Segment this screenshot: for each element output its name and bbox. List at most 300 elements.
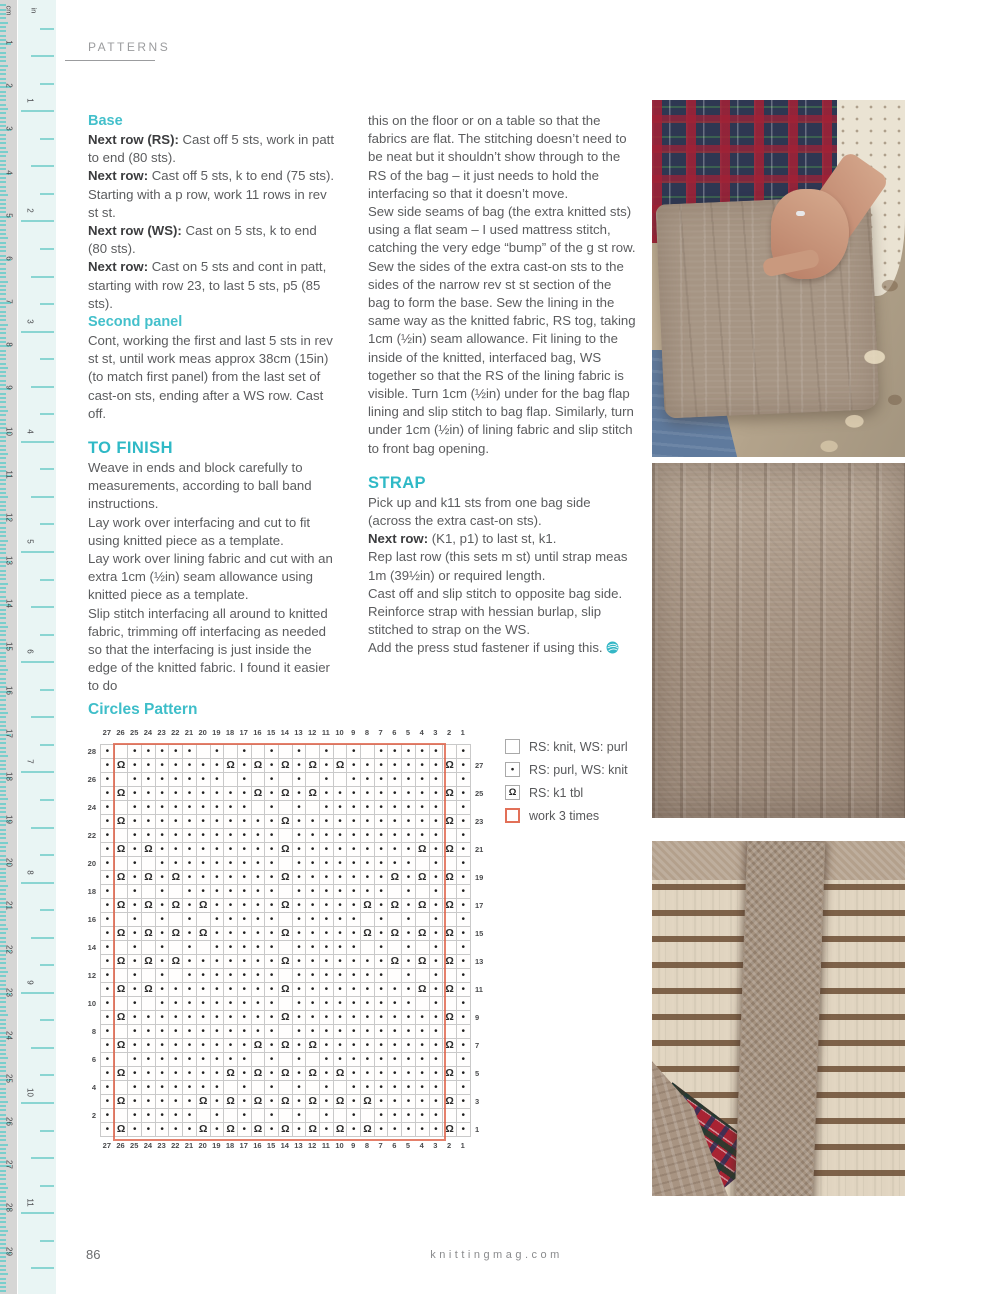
chart-cell: •	[320, 1123, 334, 1137]
chart-cell: •	[142, 1109, 156, 1123]
chart-row-number: 6	[91, 1055, 96, 1064]
chart-cell	[224, 1081, 238, 1095]
chart-cell	[443, 857, 457, 871]
chart-cell: •	[293, 1011, 307, 1025]
chart-cell: Ω	[416, 899, 430, 913]
chart-cell: Ω	[388, 871, 402, 885]
chart-column-number: 27	[102, 728, 112, 737]
ruler-tick	[0, 73, 6, 75]
ruler-tick	[0, 846, 6, 848]
chart-row-number: 12	[87, 971, 96, 980]
chart-cell: •	[293, 829, 307, 843]
ruler-tick	[0, 1044, 6, 1046]
chart-cell: •	[224, 941, 238, 955]
chart-cell: •	[156, 899, 170, 913]
chart-cell: •	[169, 1053, 183, 1067]
chart-cell: •	[128, 1109, 142, 1123]
chart-cell: •	[375, 899, 389, 913]
ruler-tick	[0, 112, 6, 114]
chart-cell: •	[238, 745, 252, 759]
chart-cell: •	[416, 773, 430, 787]
chart-row-number: 28	[87, 747, 96, 756]
chart-cell: •	[375, 871, 389, 885]
chart-row-number: 25	[475, 789, 484, 798]
chart-cell: •	[156, 1039, 170, 1053]
heading-base: Base	[88, 113, 123, 129]
chart-cell: •	[265, 787, 279, 801]
chart-cell: •	[375, 829, 389, 843]
chart-cell: •	[457, 1053, 471, 1067]
chart-cell: •	[183, 1025, 197, 1039]
ruler-tick	[0, 1221, 6, 1223]
ruler-tick	[0, 1144, 8, 1146]
chart-cell: Ω	[279, 787, 293, 801]
chart-cell: Ω	[142, 899, 156, 913]
chart-cell: •	[211, 997, 225, 1011]
chart-cell: •	[211, 1011, 225, 1025]
ruler-tick	[0, 1239, 6, 1241]
ruler-cm-number: 18	[4, 771, 14, 781]
ruler-tick	[0, 229, 6, 231]
instruction-paragraph: Next row (RS): Cast off 5 sts, work in patt to end (80 sts).	[88, 132, 335, 166]
ruler-tick	[0, 1178, 6, 1180]
chart-cell: •	[361, 1053, 375, 1067]
chart-row-number: 17	[475, 901, 484, 910]
ruler-tick	[0, 1023, 6, 1025]
chart-cell: •	[169, 1067, 183, 1081]
chart-cell: •	[169, 1025, 183, 1039]
chart-row-number: 20	[87, 859, 96, 868]
fingers	[762, 248, 820, 277]
legend-label: RS: knit, WS: purl	[529, 739, 628, 754]
ruler-tick	[40, 634, 54, 636]
chart-cell: •	[402, 997, 416, 1011]
chart-cell: •	[388, 1025, 402, 1039]
forearm	[799, 150, 890, 249]
chart-cell	[443, 773, 457, 787]
ruler-tick	[21, 1102, 54, 1104]
ruler-cm-number: 26	[4, 1117, 14, 1127]
ruler-tick	[40, 83, 54, 85]
chart-cell: •	[306, 857, 320, 871]
chart-cell	[169, 969, 183, 983]
ruler-tick	[0, 419, 6, 421]
ruler-cm-number: 3	[4, 126, 14, 132]
chart-cell: Ω	[169, 899, 183, 913]
chart-cell: •	[128, 857, 142, 871]
chart-cell: Ω	[361, 1095, 375, 1109]
chart-cell: •	[375, 759, 389, 773]
knit-symbol-swatch	[505, 739, 520, 754]
chart-cell: Ω	[416, 983, 430, 997]
chart-row-number: 22	[87, 831, 96, 840]
chart-cell: •	[238, 885, 252, 899]
chart-cell: •	[402, 787, 416, 801]
chart-cell: •	[252, 815, 266, 829]
chart-cell: •	[101, 969, 115, 983]
chart-cell: •	[252, 927, 266, 941]
ruler-cm-number: 12	[4, 512, 14, 522]
chart-cell: •	[457, 913, 471, 927]
chart-cell	[197, 1109, 211, 1123]
ruler-cm-number: 5	[4, 213, 14, 218]
chart-cell: •	[252, 983, 266, 997]
chart-column-number: 16	[253, 1141, 262, 1150]
chart-cell: •	[320, 899, 334, 913]
chart-cell: •	[334, 1011, 348, 1025]
chart-cell: •	[416, 1011, 430, 1025]
ruler-tick	[21, 882, 54, 884]
chart-cell: •	[416, 1039, 430, 1053]
chart-cell: Ω	[416, 871, 430, 885]
chart-cell	[142, 969, 156, 983]
chart-column-number: 12	[307, 1141, 317, 1150]
chart-cell: •	[128, 759, 142, 773]
chart-cell: •	[320, 815, 334, 829]
chart-cell: •	[361, 759, 375, 773]
chart-row-number: 9	[475, 1013, 480, 1022]
chart-cell: •	[293, 843, 307, 857]
chart-cell: •	[128, 815, 142, 829]
chart-column-number: 10	[335, 1141, 344, 1150]
chart-cell: •	[252, 857, 266, 871]
instruction-paragraph: Add the press stud fastener if using this.	[368, 639, 636, 659]
chart-cell: •	[430, 899, 444, 913]
chart-cell	[115, 997, 129, 1011]
ruler-inch-number: 7	[25, 759, 35, 765]
chart-cell: •	[320, 997, 334, 1011]
ruler-tick	[0, 1101, 8, 1103]
chart-cell: Ω	[115, 1067, 129, 1081]
chart-cell: •	[211, 941, 225, 955]
chart-cell: Ω	[252, 1039, 266, 1053]
chart-cell: •	[169, 1081, 183, 1095]
chart-cell: •	[197, 857, 211, 871]
chart-cell: •	[347, 927, 361, 941]
ruler-tick	[0, 535, 6, 537]
ruler-tick	[0, 578, 6, 580]
ruler-tick	[0, 60, 6, 62]
chart-cell: •	[402, 1067, 416, 1081]
chart-row-number: 26	[87, 775, 96, 784]
chart-column-number: 7	[378, 1141, 383, 1150]
chart-column-number: 25	[130, 1141, 139, 1150]
chart-cell	[306, 1053, 320, 1067]
chart-cell: •	[238, 787, 252, 801]
chart-cell: •	[457, 745, 471, 759]
ruler-tick	[31, 386, 54, 388]
chart-cell: •	[320, 1095, 334, 1109]
chart-cell: •	[265, 955, 279, 969]
chart-cell: •	[197, 955, 211, 969]
chart-cell: •	[416, 745, 430, 759]
chart-cell: •	[375, 927, 389, 941]
chart-cell: •	[375, 913, 389, 927]
chart-cell	[334, 745, 348, 759]
ruler-inch-number: 4	[25, 429, 35, 434]
chart-cell: •	[306, 885, 320, 899]
chart-cell: •	[375, 955, 389, 969]
ruler-cm-number: 1	[4, 40, 14, 45]
ruler-tick	[0, 1062, 6, 1064]
chart-cell: •	[224, 955, 238, 969]
ruler-tick	[0, 1105, 6, 1107]
chart-cell: •	[457, 1039, 471, 1053]
ruler-tick	[0, 967, 6, 969]
chart-cell: •	[197, 1011, 211, 1025]
chart-cell	[252, 773, 266, 787]
chart-cell: •	[238, 997, 252, 1011]
chart-cell: •	[402, 955, 416, 969]
chart-cell: •	[156, 969, 170, 983]
chart-cell: •	[402, 1011, 416, 1025]
chart-cell: Ω	[115, 871, 129, 885]
chart-cell: •	[265, 1039, 279, 1053]
chart-row-number: 7	[475, 1041, 480, 1050]
chart-cell	[279, 1109, 293, 1123]
chart-cell: •	[238, 1123, 252, 1137]
chart-cell: •	[101, 1039, 115, 1053]
chart-cell: •	[238, 1067, 252, 1081]
chart-cell: •	[211, 1109, 225, 1123]
chart-cell: •	[183, 955, 197, 969]
chart-cell: •	[457, 997, 471, 1011]
ruler-tick	[40, 248, 54, 250]
chart-cell: •	[347, 801, 361, 815]
chart-cell: •	[416, 787, 430, 801]
chart-cell: •	[265, 773, 279, 787]
ruler-tick	[0, 483, 6, 485]
chart-cell: •	[128, 871, 142, 885]
legend-label: RS: purl, WS: knit	[529, 762, 628, 777]
chart-cell: •	[211, 899, 225, 913]
ruler-tick	[0, 1191, 6, 1193]
ruler-tick	[31, 716, 54, 718]
instruction-paragraph: Rep last row (this sets m st) until strap meas 1m (39½in) or required length.	[368, 549, 628, 583]
chart-cell: •	[224, 899, 238, 913]
chart-cell: •	[169, 773, 183, 787]
ruler-tick	[0, 678, 6, 680]
chart-cell: •	[388, 1053, 402, 1067]
chart-cell: •	[334, 997, 348, 1011]
chart-cell: Ω	[115, 983, 129, 997]
chart-cell: •	[430, 759, 444, 773]
chart-cell: •	[430, 983, 444, 997]
chart-cell: •	[293, 1095, 307, 1109]
ruler-tick	[40, 468, 54, 470]
chart-cell: Ω	[279, 927, 293, 941]
ruler-tick	[0, 915, 6, 917]
instruction-paragraph: Slip stitch interfacing all around to knitted fabric, trimming off interfacing as needed so that the interfacing is just inside the edge of the knitted fabric. I found it easier to do	[88, 605, 330, 694]
chart-column-number: 2	[446, 1141, 452, 1150]
chart-cell: •	[457, 1081, 471, 1095]
chart-cell: •	[156, 829, 170, 843]
ruler-tick	[0, 363, 6, 365]
chart-cell: •	[416, 829, 430, 843]
chart-cell: Ω	[279, 1067, 293, 1081]
chart-cell: •	[347, 829, 361, 843]
chart-cell: •	[128, 1123, 142, 1137]
chart-cell: •	[320, 1067, 334, 1081]
ruler-tick	[0, 630, 6, 632]
chart-cell: •	[183, 927, 197, 941]
chart-cell: •	[156, 773, 170, 787]
ruler-tick	[21, 441, 54, 443]
ruler-tick	[0, 1226, 6, 1228]
chart-title: Circles Pattern	[88, 701, 198, 718]
ruler-tick	[0, 397, 6, 399]
ruler-tick	[0, 155, 6, 157]
chart-cell: •	[197, 1025, 211, 1039]
chart-cell: •	[430, 1123, 444, 1137]
ruler-tick	[0, 1286, 6, 1288]
chart-cell: •	[156, 1011, 170, 1025]
ruler-inch-number: 9	[25, 980, 35, 985]
chart-cell: •	[361, 871, 375, 885]
chart-cell: •	[416, 1053, 430, 1067]
chart-cell: •	[347, 773, 361, 787]
ruler-tick	[40, 1019, 54, 1021]
ruler-inch-strip	[17, 0, 56, 1294]
ruler-tick	[0, 311, 6, 313]
chart-cell: Ω	[388, 899, 402, 913]
ruler-cm-label: cm	[4, 5, 14, 16]
ruler-tick	[0, 147, 6, 149]
chart-cell: •	[183, 801, 197, 815]
chart-cell: •	[375, 1053, 389, 1067]
chart-cell: •	[347, 899, 361, 913]
ruler-tick	[0, 1273, 8, 1275]
ruler-tick	[0, 1230, 8, 1232]
chart-cell: •	[224, 997, 238, 1011]
chart-cell: •	[361, 955, 375, 969]
chart-cell: •	[101, 1095, 115, 1109]
chart-cell	[443, 885, 457, 899]
chart-cell: •	[334, 899, 348, 913]
chart-cell: •	[128, 787, 142, 801]
chart-cell	[361, 913, 375, 927]
chart-cell: •	[156, 1053, 170, 1067]
chart-cell: •	[375, 941, 389, 955]
chart-cell: •	[347, 787, 361, 801]
chart-cell: •	[293, 1053, 307, 1067]
chart-cell: •	[128, 899, 142, 913]
ruler-tick	[0, 842, 8, 844]
ruler-cm-number: 7	[4, 299, 14, 304]
ruler-cm-number: 23	[4, 987, 14, 997]
ruler-tick	[0, 414, 6, 416]
chart-cell: •	[238, 759, 252, 773]
chart-cell: •	[211, 1025, 225, 1039]
ruler-tick	[0, 531, 6, 533]
chart-cell: •	[347, 1123, 361, 1137]
chart-cell: •	[293, 969, 307, 983]
chart-cell: •	[320, 983, 334, 997]
chart-cell: Ω	[443, 1039, 457, 1053]
ruler-tick	[0, 829, 6, 831]
chart-cell: •	[347, 997, 361, 1011]
chart-cell: •	[402, 815, 416, 829]
ruler-tick	[0, 1290, 6, 1292]
chart-cell: •	[142, 745, 156, 759]
chart-cell: •	[334, 843, 348, 857]
ruler-tick	[0, 803, 6, 805]
chart-cell: •	[128, 801, 142, 815]
chart-cell	[388, 941, 402, 955]
chart-cell	[279, 913, 293, 927]
chart-cell: •	[388, 801, 402, 815]
ruler-tick	[0, 457, 6, 459]
chart-column-number: 9	[351, 728, 356, 737]
chart-cell: •	[334, 885, 348, 899]
chart-cell	[252, 745, 266, 759]
chart-cell	[115, 1081, 129, 1095]
chart-cell	[142, 885, 156, 899]
chart-cell: Ω	[224, 1067, 238, 1081]
chart-cell: •	[197, 801, 211, 815]
ruler-tick	[21, 551, 54, 553]
legend-item	[505, 808, 628, 823]
chart-cell	[252, 801, 266, 815]
chart-cell: •	[128, 1081, 142, 1095]
chart-cell: •	[238, 1109, 252, 1123]
chart-cell	[388, 885, 402, 899]
chart-cell: •	[169, 829, 183, 843]
ruler-tick	[40, 523, 54, 525]
chart-cell: •	[101, 759, 115, 773]
ruler-inch-number: 11	[25, 1198, 35, 1207]
chart-cell: •	[101, 801, 115, 815]
chart-cell: •	[101, 997, 115, 1011]
chart-cell: •	[347, 983, 361, 997]
ruler-tick	[0, 708, 6, 710]
chart-cell: •	[334, 913, 348, 927]
chart-cell: •	[402, 1109, 416, 1123]
chart-cell: •	[402, 941, 416, 955]
chart-cell: •	[169, 745, 183, 759]
chart-cell: Ω	[279, 899, 293, 913]
chart-cell: •	[320, 745, 334, 759]
ruler-tick	[0, 712, 8, 714]
chart-cell: •	[334, 857, 348, 871]
chart-cell: •	[293, 927, 307, 941]
ruler-tick	[0, 876, 6, 878]
chart-cell: •	[224, 1039, 238, 1053]
chart-cell: •	[142, 801, 156, 815]
ruler-tick	[0, 837, 6, 839]
chart-column-number: 6	[392, 1141, 397, 1150]
chart-cell: •	[142, 1123, 156, 1137]
chart-cell: •	[388, 983, 402, 997]
chart-cell: •	[101, 871, 115, 885]
chart-cell: •	[306, 1025, 320, 1039]
chart-cell: •	[402, 801, 416, 815]
chart-cell: •	[457, 1109, 471, 1123]
chart-cell: •	[361, 857, 375, 871]
chart-cell: •	[293, 1067, 307, 1081]
legend-item	[505, 739, 628, 754]
chart-cell	[115, 1109, 129, 1123]
ruler-tick	[0, 406, 6, 408]
chart-column-number: 24	[143, 728, 153, 737]
chart-column-number: 21	[184, 728, 194, 737]
ruler-tick	[0, 962, 6, 964]
chart-cell: Ω	[416, 843, 430, 857]
chart-cell: •	[224, 1025, 238, 1039]
instruction-paragraph: Lay work over interfacing and cut to fit using knitted piece as a template.	[88, 514, 311, 548]
chart-cell: •	[293, 941, 307, 955]
chart-cell: •	[252, 885, 266, 899]
